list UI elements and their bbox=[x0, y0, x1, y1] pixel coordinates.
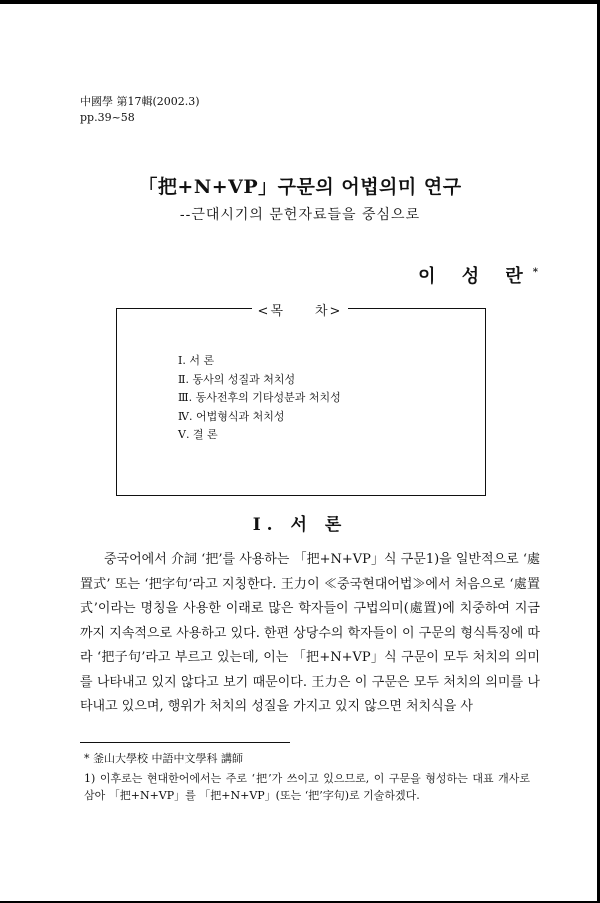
toc-item: Ⅴ. 결 론 bbox=[178, 428, 218, 441]
journal-info bbox=[80, 94, 200, 126]
toc-item: Ⅲ. 동사전후의 기타성분과 처치성 bbox=[178, 391, 341, 404]
toc-item: Ⅱ. 동사의 성질과 처치성 bbox=[178, 372, 296, 386]
footnote-divider bbox=[80, 742, 290, 743]
section-heading: Ⅰ. 서 론 bbox=[252, 515, 348, 535]
author bbox=[418, 262, 538, 288]
toc-list bbox=[178, 352, 341, 445]
footnote-1: 1) 이후로는 현대한어에서는 주로 ‘把’가 쓰이고 있으므로, 이 구문을 형성하는 대표 개사로 삼아 「把+N+VP」를 「把+N+VP」(또는 ‘把’字句)로 기술하겠다. bbox=[84, 772, 530, 802]
author-footnote-mark: * bbox=[532, 267, 538, 278]
scan-edge-top bbox=[0, 0, 600, 4]
toc-title bbox=[0, 300, 600, 319]
footnote-affiliation: * 釜山大學校 中語中文學科 講師 bbox=[84, 752, 243, 765]
journal-issue: 中國學 第17輯(2002.3) bbox=[80, 95, 200, 108]
toc-item: Ⅳ. 어법형식과 처치성 bbox=[178, 409, 285, 423]
body-paragraph: 중국어에서 介詞 ‘把’를 사용하는 「把+N+VP」식 구문1)을 일반적으로 ‘處置式’ 또는 ‘把字句’라고 지칭한다. 王力이 ≪중국현대어법≫에서 처음으로 ‘處置式’이라는 명칭을 사용한 이래로 많은 학자들이 구법의미(處置)에 치중하여 지금까지 지속적으로 사용하고 있다. 한편 상당수의 학자들이 이 구문의 형식특징에 따라 ‘把子句’라고 부르고 있는데, 이는 「把+N+VP」식 구문이 모두 처치의 의미를 나타내고 있지 않다고 보기 때문이다. 王力은 이 구문은 모두 처치의 의미를 나타내고 있으며, 행위가 처치의 성질을 가지고 있지 않으면 처치식을 사 bbox=[80, 552, 540, 714]
journal-pages: pp.39~58 bbox=[80, 111, 135, 124]
author-name: 이 성 란 bbox=[418, 266, 533, 287]
toc-item: Ⅰ. 서 론 bbox=[178, 354, 215, 367]
toc-title-label: <목 차> bbox=[252, 304, 349, 319]
paper-subtitle: --근대시기의 문헌자료들을 중심으로 bbox=[179, 207, 421, 223]
paper-title: 「把+N+VP」구문의 어법의미 연구 bbox=[138, 176, 462, 198]
